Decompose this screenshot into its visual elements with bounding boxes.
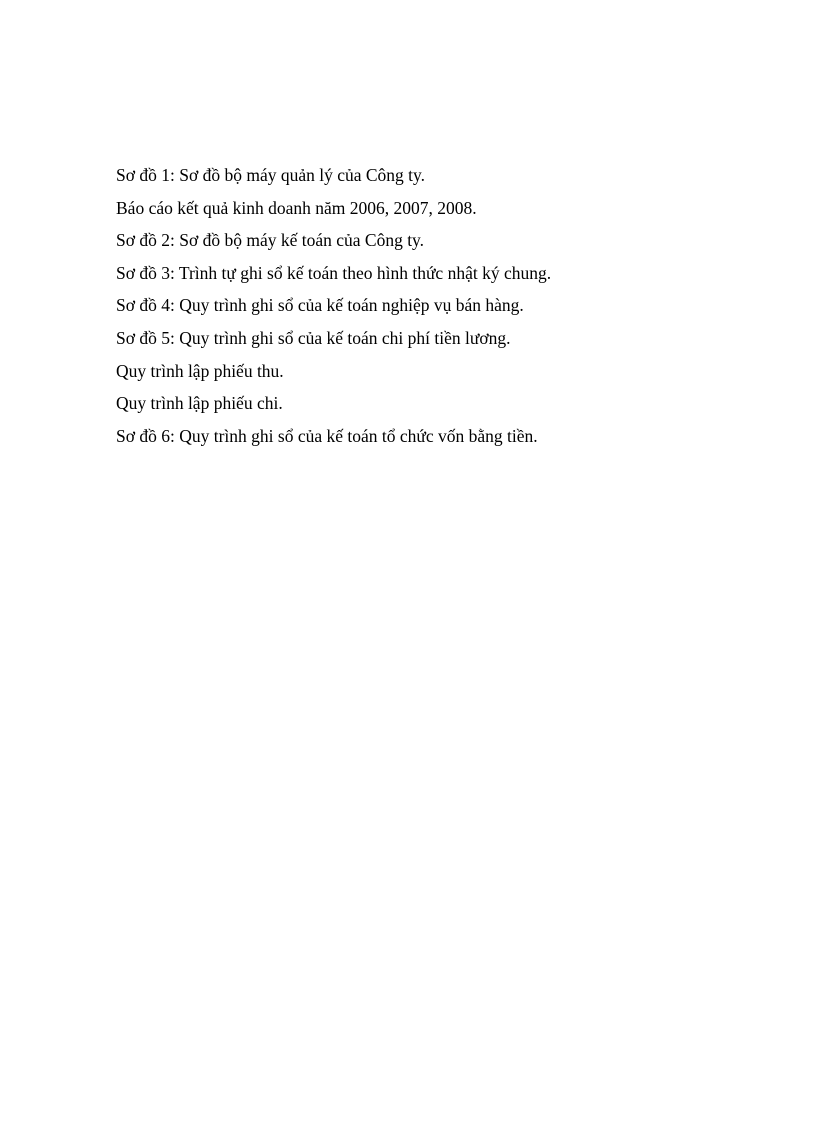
list-item: Quy trình lập phiếu thu. <box>116 360 284 381</box>
list-item: Sơ đồ 6: Quy trình ghi sổ của kế toán tổ chức vốn bằng tiền. <box>116 425 538 446</box>
list-item: Sơ đồ 1: Sơ đồ bộ máy quản lý của Công ty. <box>116 165 426 185</box>
list-item: Sơ đồ 2: Sơ đồ bộ máy kế toán của Công ty. <box>116 230 425 251</box>
list-item: Báo cáo kết quả kinh doanh năm 2006, 2007, 2008. <box>116 197 477 218</box>
figure-list <box>116 159 736 452</box>
list-item: Quy trình lập phiếu chi. <box>116 393 283 414</box>
list-item: Sơ đồ 3: Trình tự ghi sổ kế toán theo hình thức nhật ký chung. <box>116 262 552 283</box>
list-item: Sơ đồ 5: Quy trình ghi sổ của kế toán chi phí tiền lương. <box>116 327 511 348</box>
list-item: Sơ đồ 4: Quy trình ghi sổ của kế toán nghiệp vụ bán hàng. <box>116 295 524 316</box>
